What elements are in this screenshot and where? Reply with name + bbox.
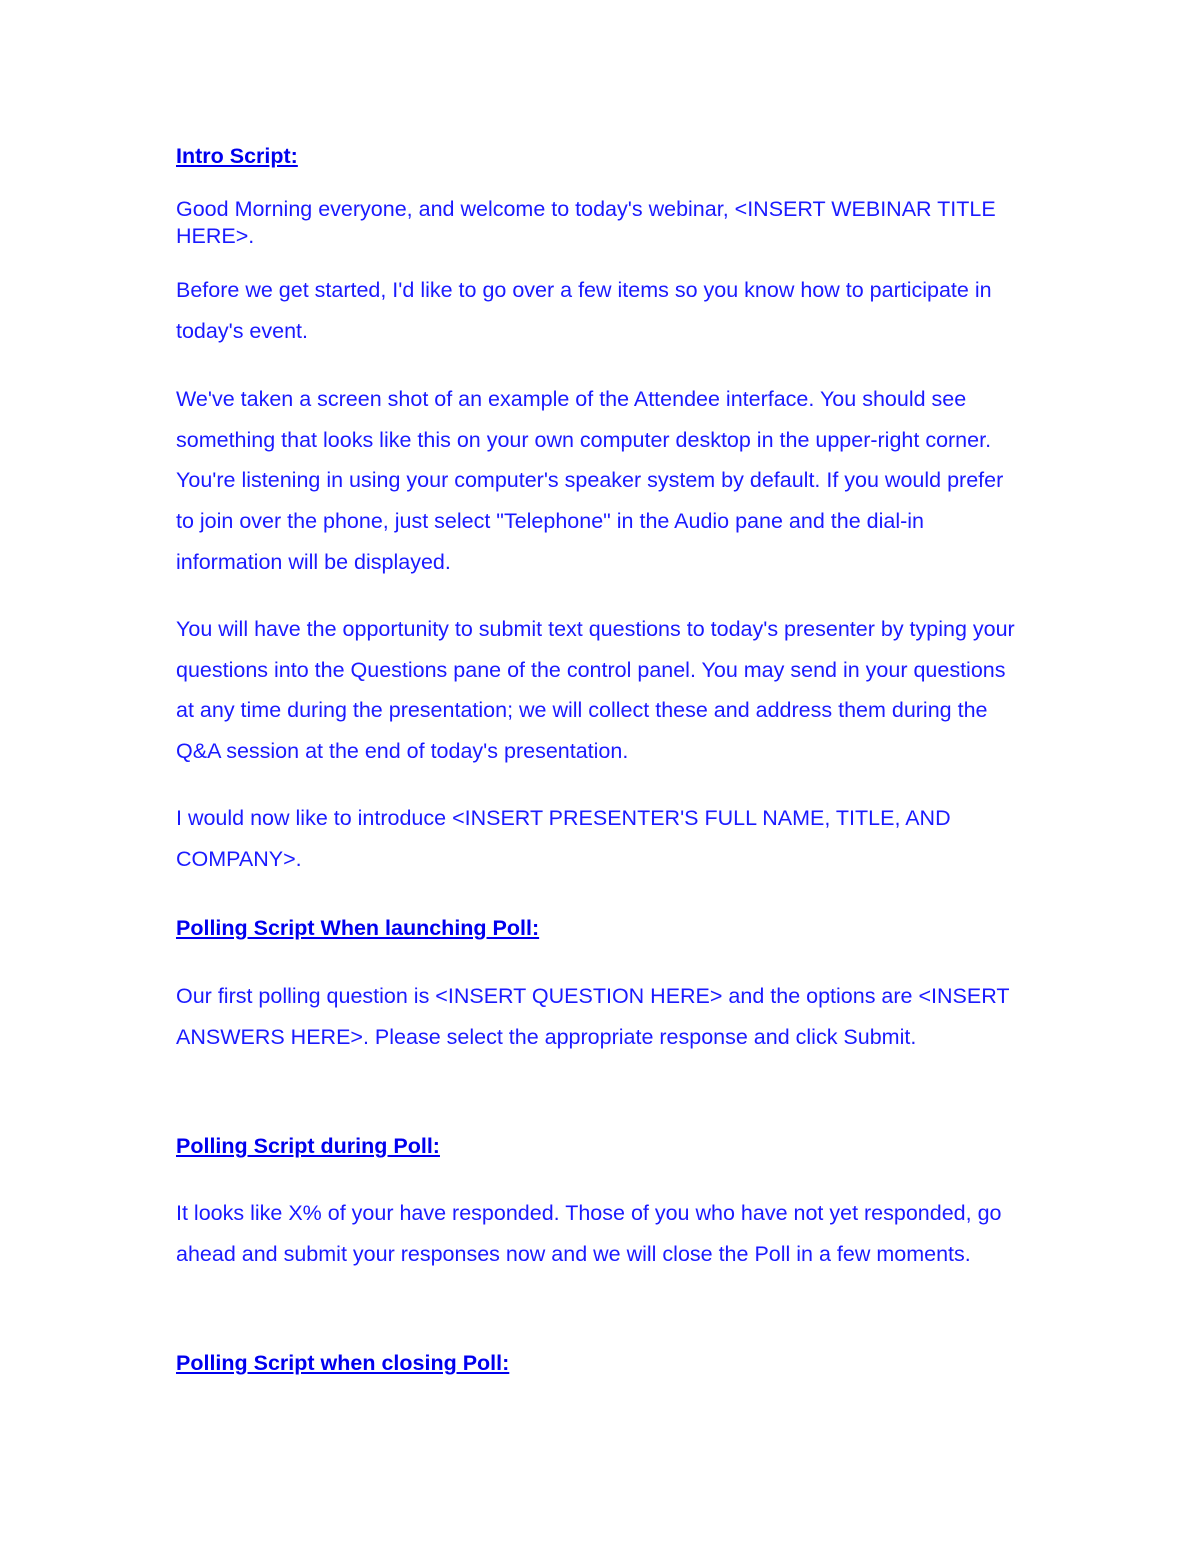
polling-closing-heading: Polling Script when closing Poll: bbox=[176, 1351, 510, 1375]
intro-presenter-paragraph: I would now like to introduce <INSERT PRESENTER'S FULL NAME, TITLE, AND COMPANY>. bbox=[176, 806, 951, 871]
intro-before-start-paragraph: Before we get started, I'd like to go over a few items so you know how to participate in today's event. bbox=[176, 278, 992, 343]
intro-interface-paragraph: We've taken a screen shot of an example of the Attendee interface. You should see something that looks like this on your own computer desktop in the upper-right corner. You're listening in using your computer's speaker system by default. If you would prefer to join over the phone, just select "Telephone" in the Audio pane and the dial-in information will be displayed. bbox=[176, 387, 1004, 574]
polling-during-heading: Polling Script during Poll: bbox=[176, 1134, 440, 1158]
intro-greeting-paragraph: Good Morning everyone, and welcome to today's webinar, <INSERT WEBINAR TITLE HERE>. bbox=[176, 197, 996, 248]
polling-during-paragraph: It looks like X% of your have responded. Those of you who have not yet responded, go ahead and submit your responses now and we will close the Poll in a few moments. bbox=[176, 1201, 1002, 1266]
intro-questions-paragraph: You will have the opportunity to submit text questions to today's presenter by typing your questions into the Questions pane of the control panel. You may send in your questions at any time during the presentation; we will collect these and address them during the Q&A session at the end of today's presentation. bbox=[176, 617, 1015, 764]
polling-launch-heading: Polling Script When launching Poll: bbox=[176, 916, 540, 940]
polling-launch-paragraph: Our first polling question is <INSERT QUESTION HERE> and the options are <INSERT ANSWERS HERE>. Please select the appropriate response and click Submit. bbox=[176, 984, 1010, 1049]
intro-script-heading: Intro Script: bbox=[176, 144, 298, 168]
